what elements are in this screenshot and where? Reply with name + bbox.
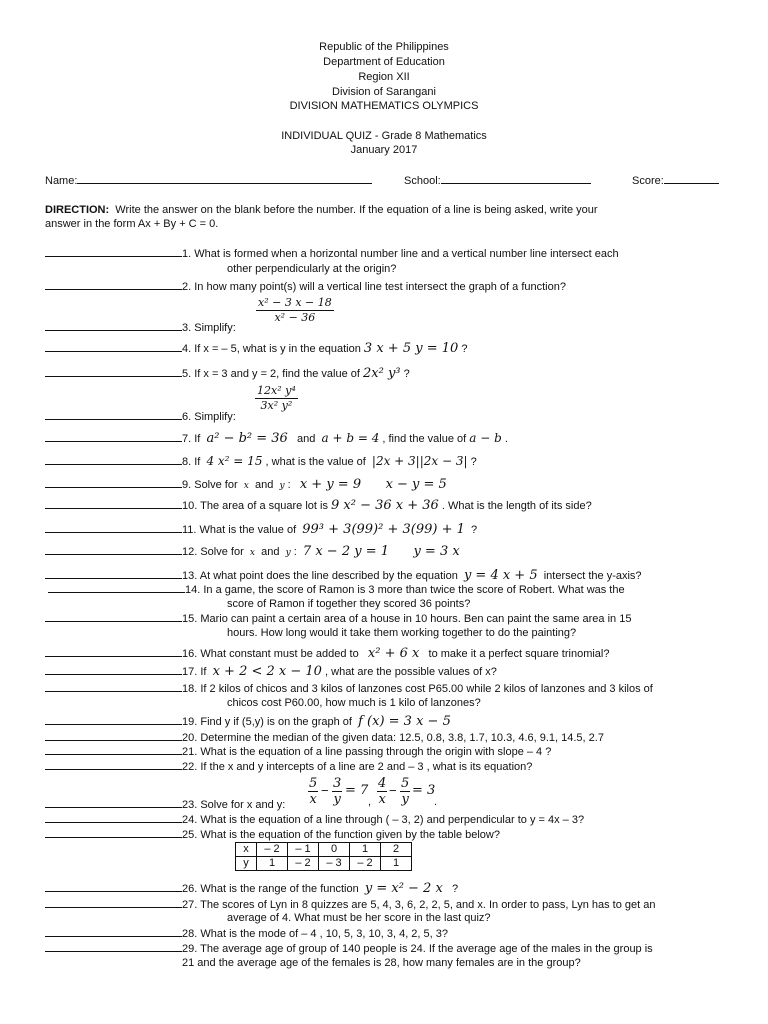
table-header-y: y — [236, 857, 257, 871]
q19-function: f (x) = 3 x − 5 — [358, 714, 451, 729]
q7-text-2: , find the value of — [382, 433, 467, 445]
question-10-text: 10. The area of a square lot is — [182, 500, 328, 512]
q17-text-2: , what are the possible values of x? — [325, 666, 497, 678]
q12-and: and — [261, 546, 280, 558]
answer-blank-1[interactable] — [45, 246, 182, 257]
answer-blank-8[interactable] — [45, 454, 182, 465]
q3-denominator: x² − 36 — [274, 311, 316, 324]
question-23-text: 23. Solve for x and y: — [182, 799, 286, 811]
question-29-text: 29. The average age of group of 140 people is 24. If the average age of the males in the group is — [182, 943, 653, 955]
question-5-text: 5. If x = 3 and y = 2, find the value of — [182, 368, 360, 380]
question-5 — [45, 366, 728, 381]
answer-blank-16[interactable] — [45, 646, 182, 657]
quiz-title: INDIVIDUAL QUIZ - Grade 8 Mathematics — [281, 130, 487, 142]
answer-blank-3[interactable] — [45, 320, 182, 331]
question-9 — [45, 477, 728, 493]
question-29-cont: 21 and the average age of the females is 28, how many females are in the group? — [182, 957, 581, 969]
question-23 — [45, 797, 728, 812]
q9-y: y — [279, 481, 285, 491]
q5-qmark: ? — [403, 368, 410, 380]
q16-expression: x² + 6 x — [367, 646, 420, 661]
answer-blank-28[interactable] — [45, 926, 182, 937]
answer-blank-12[interactable] — [45, 544, 182, 555]
question-8-text: 8. If — [182, 456, 201, 468]
name-field[interactable] — [77, 173, 372, 184]
table-cell: – 3 — [319, 857, 350, 871]
q12-equation-2: y = 3 x — [413, 544, 460, 559]
question-4-text: 4. If x = – 5, what is y in the equation — [182, 343, 361, 355]
answer-blank-27[interactable] — [45, 897, 182, 908]
answer-blank-25[interactable] — [45, 827, 182, 838]
header-line-4: Division of Sarangani — [332, 86, 436, 98]
question-25-text: 25. What is the equation of the function given by the table below? — [182, 829, 500, 841]
header-line-5: DIVISION MATHEMATICS OLYMPICS — [289, 100, 479, 112]
question-17 — [45, 664, 728, 679]
question-13 — [45, 568, 728, 583]
question-27 — [45, 897, 728, 912]
answer-blank-4[interactable] — [45, 341, 182, 352]
function-table — [235, 842, 412, 871]
answer-blank-10[interactable] — [45, 498, 182, 509]
question-14-cont: score of Ramon if together they scored 36 points? — [227, 598, 471, 610]
question-27-cont: average of 4. What must be her score in the last quiz? — [227, 912, 491, 924]
school-field[interactable] — [441, 173, 591, 184]
q23-frac4-den: y — [401, 792, 409, 807]
q7-equation-1: a² − b² = 36 — [206, 431, 288, 446]
q13-text-2: intersect the y-axis? — [543, 570, 642, 582]
q11-qmark: ? — [471, 524, 478, 536]
question-10 — [45, 498, 728, 513]
question-16 — [45, 646, 728, 661]
answer-blank-20[interactable] — [45, 730, 182, 741]
question-27-text: 27. The scores of Lyn in 8 quizzes are 5, 4, 3, 6, 2, 2, 5, and x. In order to pass, Lyn has to get an — [182, 899, 656, 911]
question-18 — [45, 681, 728, 696]
answer-blank-22[interactable] — [45, 759, 182, 770]
q12-colon: : — [293, 546, 297, 558]
question-9-text: 9. Solve for — [182, 479, 238, 491]
q12-x: x — [249, 548, 255, 558]
q9-x: x — [243, 481, 249, 491]
q12-y: y — [285, 548, 291, 558]
question-2-text: 2. In how many point(s) will a vertical line test intersect the graph of a function? — [182, 281, 566, 293]
direction-line-2 — [45, 217, 728, 231]
table-cell: 0 — [319, 843, 350, 857]
q5-expression: 2x² y³ — [363, 366, 401, 381]
question-11-text: 11. What is the value of — [182, 524, 297, 536]
score-row — [632, 173, 728, 188]
q17-inequality: x + 2 < 2 x − 10 — [212, 664, 322, 679]
question-13-text: 13. At what point does the line described by the equation — [182, 570, 458, 582]
answer-blank-9[interactable] — [45, 477, 182, 488]
question-26 — [45, 881, 728, 896]
q4-qmark: ? — [461, 343, 468, 355]
question-22 — [45, 759, 728, 774]
question-15-cont: hours. How long would it take them working together to do the painting? — [227, 627, 577, 639]
table-cell: 1 — [381, 857, 412, 871]
q23-minus-2: − — [389, 783, 397, 798]
header-line-2: Department of Education — [323, 56, 445, 68]
question-12-text: 12. Solve for — [182, 546, 244, 558]
q23-frac3-den: x — [378, 792, 386, 807]
q7-and: and — [297, 433, 316, 445]
answer-blank-5[interactable] — [45, 366, 182, 377]
q6-numerator: 12x² y⁴ — [257, 384, 296, 397]
q7-equation-2: a + b = 4 — [321, 431, 380, 445]
q23-eq-1: = 7 — [345, 783, 369, 798]
answer-blank-18[interactable] — [45, 681, 182, 692]
q16-text-2: to make it a perfect square trinomial? — [428, 648, 610, 660]
question-21 — [45, 744, 728, 759]
q23-frac1-den: x — [309, 792, 317, 807]
direction-text-1: Write the answer on the blank before the number. If the equation of a line is being asked, write your — [115, 204, 598, 216]
q8-text-2: , what is the value of — [265, 456, 366, 468]
table-cell: – 2 — [350, 857, 381, 871]
q13-equation: y = 4 x + 5 — [463, 568, 538, 583]
question-19 — [45, 714, 728, 729]
question-3-text: 3. Simplify: — [182, 322, 236, 334]
question-14-text: 14. In a game, the score of Ramon is 3 more than twice the score of Robert. What was the — [185, 584, 625, 596]
question-8 — [45, 454, 728, 469]
school-label: School: — [404, 175, 441, 187]
question-15-text: 15. Mario can paint a certain area of a house in 10 hours. Ben can paint the same area in 15 — [182, 613, 632, 625]
question-1 — [45, 246, 728, 261]
question-24 — [45, 812, 728, 827]
answer-blank-13[interactable] — [45, 568, 182, 579]
answer-blank-19[interactable] — [45, 714, 182, 725]
question-7 — [45, 431, 728, 446]
table-row-x — [236, 843, 412, 857]
q9-and: and — [254, 479, 274, 491]
answer-blank-15[interactable] — [45, 611, 182, 622]
q7-period: . — [504, 433, 508, 445]
question-21-text: 21. What is the equation of a line passing through the origin with slope – 4 ? — [182, 746, 552, 758]
q6-denominator: 3x² y² — [260, 399, 293, 412]
q4-equation: 3 x + 5 y = 10 — [363, 341, 459, 356]
q9-equation-2: x − y = 5 — [385, 477, 447, 492]
table-cell: – 2 — [288, 857, 319, 871]
q12-equation-1: 7 x − 2 y = 1 — [302, 544, 389, 559]
q23-comma: , — [368, 796, 372, 808]
name-label: Name: — [45, 175, 78, 187]
q23-period: . — [434, 796, 438, 808]
q8-equation: 4 x² = 15 — [206, 454, 263, 468]
answer-blank-26[interactable] — [45, 881, 182, 892]
answer-blank-2[interactable] — [45, 279, 182, 290]
q23-frac1-num: 5 — [309, 776, 318, 791]
q9-colon: : — [287, 479, 291, 491]
answer-blank-14[interactable] — [48, 582, 185, 593]
answer-blank-24[interactable] — [45, 812, 182, 823]
question-28-text: 28. What is the mode of – 4 , 10, 5, 3, 10, 3, 4, 2, 5, 3? — [182, 928, 448, 940]
table-cell: 2 — [381, 843, 412, 857]
quiz-date: January 2017 — [350, 144, 418, 156]
question-22-text: 22. If the x and y intercepts of a line are 2 and – 3 , what is its equation? — [182, 761, 533, 773]
q26-qmark: ? — [451, 883, 459, 895]
q7-expression: a − b — [469, 431, 502, 445]
question-1-text: 1. What is formed when a horizontal number line and a vertical number line intersect each — [182, 248, 619, 260]
question-7-text: 7. If — [182, 433, 201, 445]
q23-frac2-den: y — [333, 792, 341, 807]
question-24-text: 24. What is the equation of a line through ( – 3, 2) and perpendicular to y = 4x – 3? — [182, 814, 585, 826]
table-row-y — [236, 857, 412, 871]
answer-blank-7[interactable] — [45, 431, 182, 442]
question-19-text: 19. Find y if (5,y) is on the graph of — [182, 716, 352, 728]
answer-blank-6[interactable] — [45, 409, 182, 420]
question-11 — [45, 522, 728, 537]
q23-frac2-num: 3 — [333, 776, 342, 791]
question-20-text: 20. Determine the median of the given data: 12.5, 0.8, 3.8, 1.7, 10.3, 4.6, 9.1, 14.5, 2.7 — [182, 732, 604, 744]
direction-text-2: answer in the form Ax + By + C = 0. — [45, 218, 219, 230]
question-15 — [45, 611, 728, 626]
q9-equation-1: x + y = 9 — [299, 477, 362, 492]
question-3 — [45, 320, 728, 335]
table-cell: 1 — [350, 843, 381, 857]
answer-blank-17[interactable] — [45, 664, 182, 675]
question-26-text: 26. What is the range of the function — [182, 883, 359, 895]
q10-expression: 9 x² − 36 x + 36 — [331, 498, 439, 513]
q8-expression: |2x + 3||2x − 3| — [371, 454, 468, 468]
q23-minus-1: − — [321, 783, 329, 798]
q11-expression: 99³ + 3(99)² + 3(99) + 1 — [302, 522, 465, 537]
score-field[interactable] — [664, 173, 719, 184]
answer-blank-21[interactable] — [45, 744, 182, 755]
question-6-text: 6. Simplify: — [182, 411, 236, 423]
table-header-x: x — [236, 843, 257, 857]
header-line-3: Region XII — [358, 71, 410, 83]
q10-text-2: . What is the length of its side? — [441, 500, 592, 512]
q23-eq-2: = 3 — [412, 783, 436, 798]
question-17-text: 17. If — [182, 666, 207, 678]
header-line-1: Republic of the Philippines — [319, 41, 449, 53]
q3-numerator: x² − 3 x − 18 — [258, 296, 332, 309]
direction-line-1 — [45, 203, 728, 217]
question-28 — [45, 926, 728, 941]
question-6 — [45, 409, 728, 424]
question-1-cont: other perpendicularly at the origin? — [227, 263, 397, 275]
answer-blank-11[interactable] — [45, 522, 182, 533]
q23-frac4-num: 5 — [401, 776, 410, 791]
question-14 — [48, 582, 728, 597]
question-20 — [45, 730, 728, 745]
question-25 — [45, 827, 728, 842]
score-label: Score: — [632, 175, 664, 187]
question-18-cont: chicos cost P60.00, how much is 1 kilo of lanzones? — [227, 697, 481, 709]
answer-blank-29[interactable] — [45, 941, 182, 952]
question-29 — [45, 941, 728, 956]
question-18-text: 18. If 2 kilos of chicos and 3 kilos of lanzones cost P65.00 while 2 kilos of lanzones and 3 kilos of — [182, 683, 653, 695]
q26-function: y = x² − 2 x — [364, 881, 443, 896]
question-12 — [45, 544, 728, 560]
q8-qmark: ? — [470, 456, 477, 468]
table-cell: 1 — [257, 857, 288, 871]
direction-label: DIRECTION: — [45, 204, 110, 216]
answer-blank-23[interactable] — [45, 797, 182, 808]
table-cell: – 1 — [288, 843, 319, 857]
table-cell: – 2 — [257, 843, 288, 857]
question-2 — [45, 279, 728, 294]
question-16-text: 16. What constant must be added to — [182, 648, 359, 660]
question-4 — [45, 341, 728, 356]
q23-frac3-num: 4 — [378, 776, 387, 791]
